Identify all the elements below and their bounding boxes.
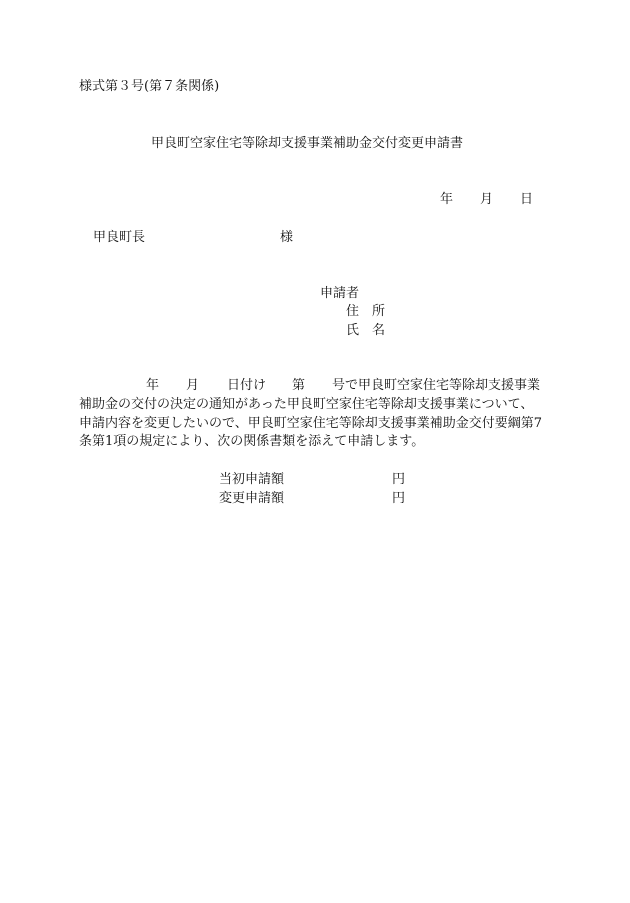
body-month: 月: [186, 378, 200, 393]
changed-amount-unit: 円: [392, 491, 406, 506]
initial-amount-label: 当初申請額: [219, 472, 285, 487]
date-day-label: 日: [520, 192, 534, 207]
form-number: 様式第３号(第７条関係): [79, 79, 220, 94]
addressee-honorific: 様: [280, 230, 294, 245]
date-month-label: 月: [480, 192, 494, 207]
body-line3: 申請内容を変更したいので、甲良町空家住宅等除却支援事業補助金交付要綱第7: [79, 416, 543, 431]
body-line4: 条第1項の規定により、次の関係書類を添えて申請します。: [79, 434, 425, 449]
applicant-label: 申請者: [320, 286, 360, 301]
body-line1-rest: 号で甲良町空家住宅等除却支援事業: [332, 378, 541, 393]
initial-amount-unit: 円: [392, 472, 406, 487]
applicant-name-label: 氏 名: [346, 323, 386, 338]
body-year: 年: [146, 378, 160, 393]
date-year-label: 年: [440, 192, 454, 207]
addressee-name: 甲良町長: [93, 230, 146, 245]
body-line2: 補助金の交付の決定の通知があった甲良町空家住宅等除却支援事業について、: [79, 397, 534, 412]
changed-amount-label: 変更申請額: [219, 491, 285, 506]
document-title: 甲良町空家住宅等除却支援事業補助金交付変更申請書: [151, 136, 464, 151]
body-number-prefix: 第: [292, 378, 306, 393]
applicant-address-label: 住 所: [346, 304, 386, 319]
body-dated: 日付け: [227, 378, 267, 393]
